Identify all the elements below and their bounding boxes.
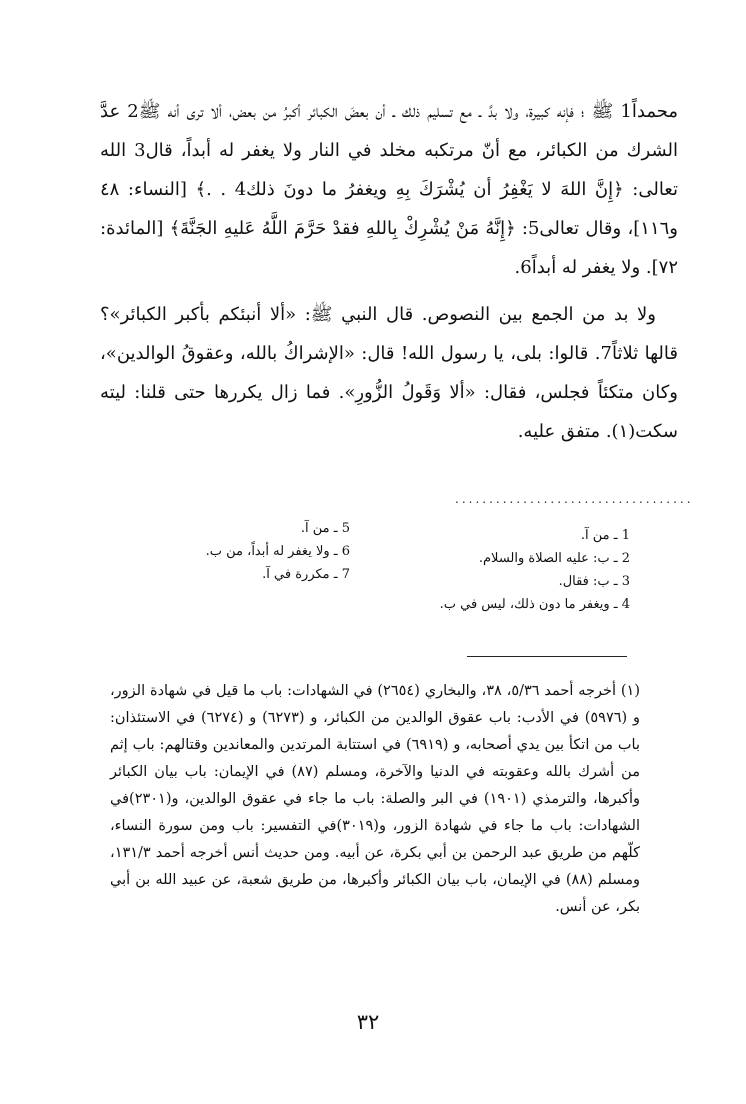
variant-note: 6 ـ ولا يغفر له أبداً، من ب.	[205, 544, 350, 559]
footnote-1: (١) أخرجه أحمد ٥/٣٦، ٣٨، والبخاري (٢٦٥٤) في الشهادات: باب ما قيل في شهادة الزور، و (٥٩٧٦) في الأدب: باب عقوق الوالدين من الكبائر، و (٦٢٧٣) و (٦٢٧٤) في الاستئذان: باب من اتكأ بين يدي أصحابه، و (٦٩١٩) في استتابة المرتدين والمعاندين وقتالهم: باب إثم من أشرك بالله وعقوبته في الدنيا والآخرة، ومسلم (٨٧) في الإيمان: باب بيان الكبائر وأكبرها، والترمذي (١٩٠١) في البر والصلة: باب ما جاء في عقوق الوالدين، و(٢٣٠١)في الشهادات: باب ما جاء في شهادة الزور، و(٣٠١٩)في التفسير: باب ومن سورة النساء، كلّهم من طريق عبد الرحمن بن أبي بكرة، عن أبيه. ومن حديث أنس أخرجه أحمد ١٣١/٣، ومسلم (٨٨) في الإيمان، باب بيان الكبائر وأكبرها، من طريق شعبة، عن عبيد الله بن أبي بكر، عن أنس.	[110, 683, 641, 915]
footnote-block	[110, 678, 640, 921]
variant-notes-right	[380, 524, 630, 616]
variant-note: 7 ـ مكررة في آ.	[262, 567, 350, 582]
footnote-rule	[467, 656, 627, 657]
variant-note: 3 ـ ب: فقال.	[558, 574, 630, 589]
body-paragraph-2	[100, 295, 678, 451]
body-paragraph-2-text: ولا بد من الجمع بين النصوص. قال النبي ﷺ: «ألا أنبئكم بأكبر الكبائر»؟ قالها ثلاثاً7. قالوا: بلى، يا رسول الله! قال: «الإشراكُ بالله، وعقوقُ الوالدين»، وكان متكئاً فجلس، فقال: «ألا وَقَولُ الزُّورِ». فما زال يكررها حتى قلنا: ليته سكت(١). متفق عليه.	[100, 304, 678, 442]
body-paragraph-1: محمداً1 ﷺ ؛ فإنه كبيرة، ولا بدَّ ـ مع تسليم ذلك ـ أن بعضَ الكبائر أكبرُ من بعض، ألا ترى أنه ﷺ2 عدَّ الشرك من الكبائر، مع أنّ مرتكبه مخلد في النار ولا يغفر له أبداً، قال3 الله تعالى: ﴿إِنَّ اللهَ لا يَغْفِرُ أن يُشْرَكَ بِهِ ويغفرُ ما دونَ ذلك4 . .﴾ [النساء: ٤٨ و١١٦]، وقال تعالى5: ﴿إِنَّهُ مَنْ يُشْرِكْ بِاللهِ فقدْ حَرَّمَ اللَّهُ عَليهِ الجَنَّةَ﴾ [المائدة: ٧٢]. ولا يغفر له أبداً6.	[100, 101, 679, 278]
separator-dots: ...................................	[455, 492, 694, 506]
variant-notes-left	[150, 517, 350, 586]
variant-note: 4 ـ ويغفر ما دون ذلك، ليس في ب.	[439, 597, 630, 612]
variant-note: 2 ـ ب: عليه الصلاة والسلام.	[478, 551, 630, 566]
variant-note: 1 ـ من آ.	[580, 528, 630, 543]
main-text	[100, 92, 678, 451]
variant-note: 5 ـ من آ.	[300, 521, 350, 536]
page-number: ٣٢	[356, 1010, 380, 1034]
